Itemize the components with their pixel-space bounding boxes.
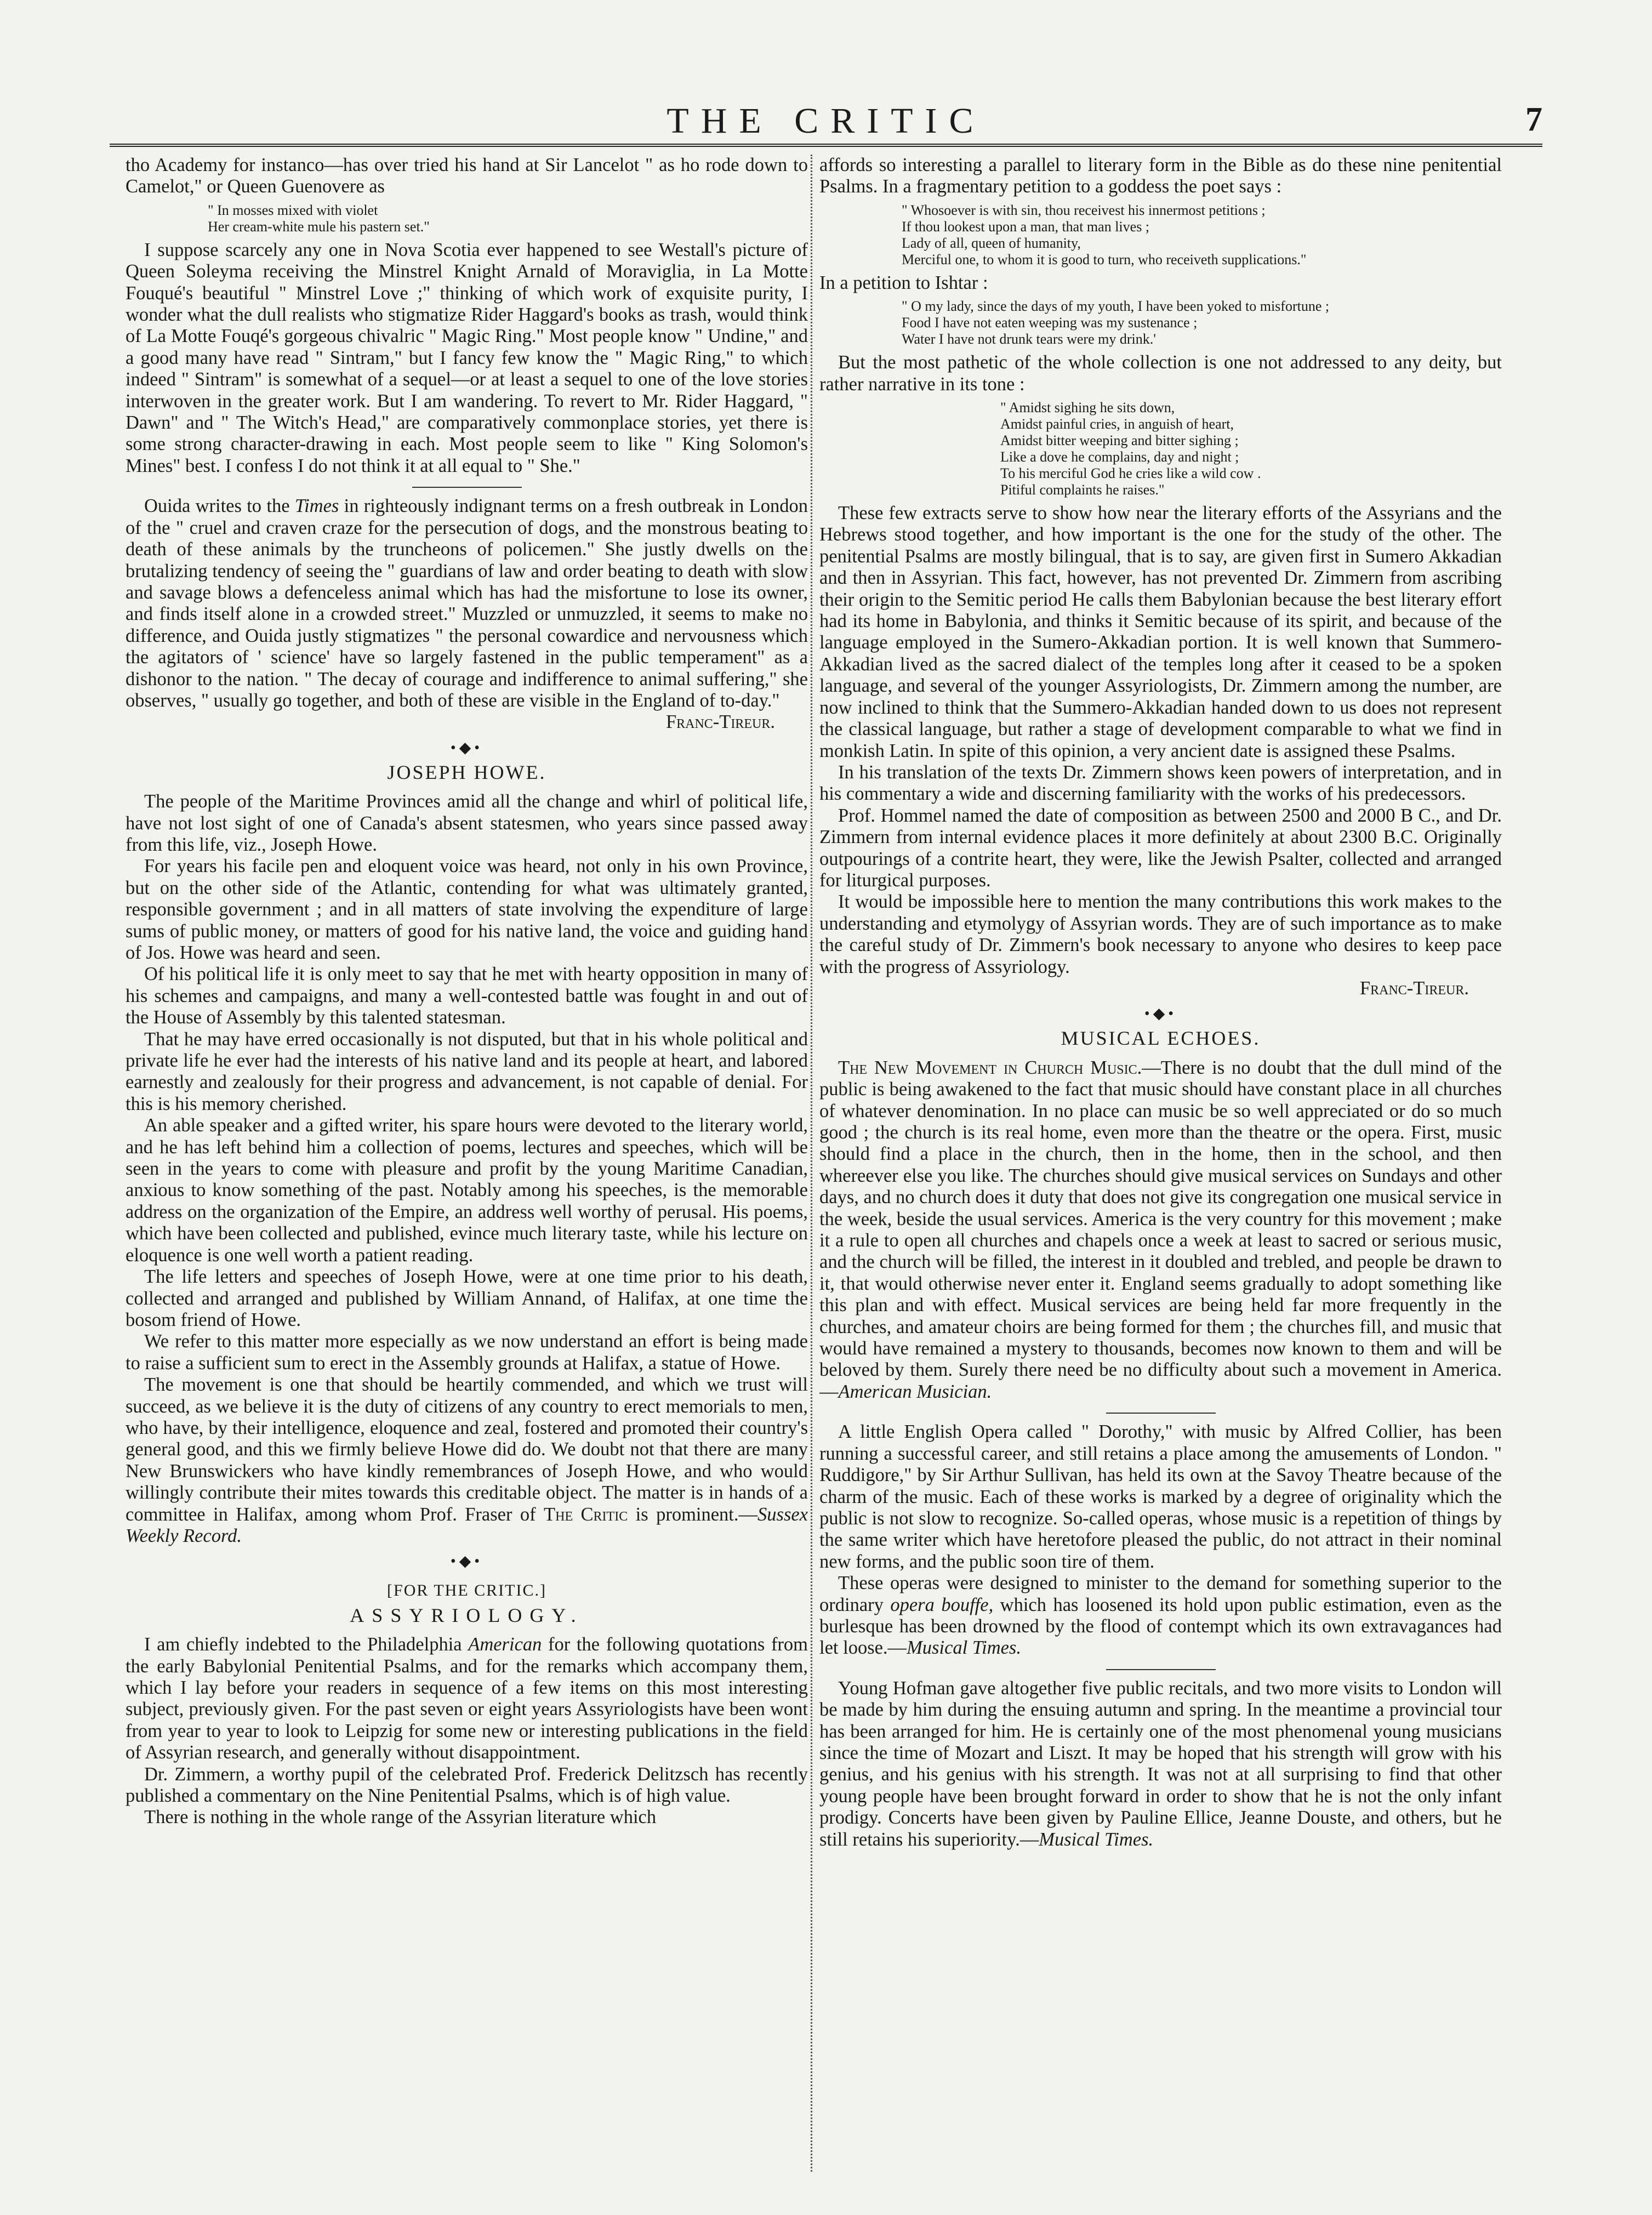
newspaper-title: THE CRITIC	[667, 101, 985, 141]
verse-line: Pitiful complaints he raises."	[1000, 482, 1165, 498]
paragraph: That he may have erred occasionally is not disputed, but that in his whole political and private life he ever had the interests of his native land and its people at heart, and labored earnestly and zealously for their progress and advancement, is not capable of denial. For this is his memory cherished.	[126, 1028, 808, 1114]
paragraph: The people of the Maritime Provinces amid all the change and whirl of political life, have not lost sight of one of Canada's absent statesmen, who years since passed away from this life, viz., Joseph Howe.	[126, 791, 808, 855]
signature: Franc-Tireur.	[1359, 977, 1469, 999]
ornament-divider: •◆•	[450, 1553, 483, 1570]
ornament-divider: •◆•	[1144, 1005, 1177, 1023]
paragraph: I suppose scarcely any one in Nova Scotia ever happened to see Westall's picture of Queen Soleyma receiving the Minstrel Knight Arnald of Moraviglia, in La Motte Fouqué's beautiful " Minstrel Love ;" thinking of which work of exquisite purity, I wonder what the dull realists who stigmatize Rider Haggard's books as trash, would think of La Motte Fouqé's gorgeous chivalric " Magic Ring." Most people know " Undine," and a good many have read " Sintram," but I fancy few know the " Magic Ring," to which indeed " Sintram" is somewhat of a sequel—or at least a sequel to one of the love stories interwoven in the greater work. But I am wandering. To revert to Mr. Rider Haggard, " Dawn" and " The Witch's Head," are comparatively commonplace stories, yet there is some strong character-drawing in each. Most people seem to like " King Solomon's Mines" best. I confess I do not think it at all equal to " She."	[126, 239, 808, 476]
verse-line: Amidst painful cries, in anguish of heart,	[1000, 416, 1234, 432]
masthead	[110, 100, 1542, 144]
paragraph: tho Academy for instanco—has over tried his hand at Sir Lancelot " as ho rode down to Camelot," or Queen Guenovere as	[126, 155, 808, 197]
left-column	[126, 155, 808, 2172]
verse-line: Merciful one, to whom it is good to turn, who receiveth supplications."	[902, 251, 1307, 267]
paragraph: These operas were designed to minister to the demand for something superior to the ordinary opera bouffe, which has loosened its hold upon public estimation, even as the burlesque has been drowned by the flood of contempt which its own extravagances had let loose.—Musical Times.	[819, 1573, 1502, 1659]
paragraph: Dr. Zimmern, a worthy pupil of the celebrated Prof. Frederick Delitzsch has recently published a commentary on the Nine Penitential Psalms, which is of high value.	[126, 1763, 808, 1807]
verse-line: Lady of all, queen of humanity,	[902, 235, 1081, 251]
paragraph: A little English Opera called " Dorothy," with music by Alfred Collier, has been running a successful career, and still retains a place among the amusements of London. " Ruddigore," by Sir Arthur Sullivan, has held its own at the Savoy Theatre because of the charm of the music. Each of these works is marked by a degree of originality which the public is not slow to recognize. So-called operas, whose music is a repetition of things by the same writer which have heretofore pleased the public, do not attract in their nominal new forms, and the public soon tire of them.	[819, 1421, 1502, 1572]
verse-line: Like a dove he complains, day and night ;	[1000, 449, 1239, 465]
ornament-divider: •◆•	[450, 739, 483, 756]
paragraph: The New Movement in Church Music.—There is no doubt that the dull mind of the public is being awakened to the fact that music should have constant place in all churches of whatever denomination. In no place can music be so well appreciated or do so much good ; the church is its real home, even more than the theatre or the opera. First, music should find a place in the church, then in the home, then in the school, and then whereever else you like. The churches should give musical services on Sundays and other days, and no church does it duty that does not give its congregation one musical service in the week, beside the usual services. America is the very country for this movement ; make it a rule to open all churches and chapels once a week at least to sacred or serious music, and the church will be filled, the interest in it doubled and trebled, and people be drawn to it, that would otherwise never enter it. England seems gradually to adopt something like this plan and with effect. Musical services are being held far more frequently in the churches, and amateur choirs are being formed for them ; the churches fill, and music that would have remained a mystery to thousands, becomes now known to them and will be beloved by them. Surely there need be no difficulty about such a movement in America.—American Musician.	[819, 1057, 1502, 1402]
paragraph: Of his political life it is only meet to say that he met with hearty opposition in many of his schemes and campaigns, and many a well-contested battle was fought in and out of the House of Assembly by this talented statesman.	[126, 964, 808, 1028]
paragraph: I am chiefly indebted to the Philadelphia American for the following quotations from the early Babylonial Penitential Psalms, and for the remarks which accompany them, which I lay before your readers in sequence of a few items on this most interesting subject, previously given. For the past seven or eight years Assyriologists have been wont from year to year to look to Leipzig for some new or interesting publications in the field of Assyrian research, and generally without disappointment.	[126, 1634, 808, 1763]
verse-line: " Whosoever is with sin, thou receivest his innermost petitions ;	[902, 202, 1266, 218]
paragraph: It would be impossible here to mention the many contributions this work makes to the understanding and etymolygy of Assyrian words. They are of such importance as to make the careful study of Dr. Zimmern's book necessary to anyone who desires to keep pace with the progress of Assyriology.	[819, 891, 1502, 977]
paragraph: Young Hofman gave altogether five public recitals, and two more visits to London will be made by him during the ensuing autumn and spring. In the meantime a provincial tour has been arranged for him. He is certainly one of the most phenomenal young musicians since the time of Mozart and Liszt. It may be hoped that his strength will grow with his genius, and his genius with his strength. It was not at all surprising to find that other young people have been brought forward in order to show that he is not the only infant prodigy. Concerts have been given by Pauline Ellice, Jeanne Douste, and others, but he still retains his superiority.—Musical Times.	[819, 1677, 1502, 1850]
verse-quote	[902, 202, 1502, 268]
verse-line: Amidst bitter weeping and bitter sighing ;	[1000, 432, 1239, 449]
paragraph: In his translation of the texts Dr. Zimmern shows keen powers of interpretation, and in his commentary a wide and discerning familiarity with the works of his predecessors.	[819, 761, 1502, 805]
verse-line: Food I have not eaten weeping was my sustenance ;	[902, 315, 1198, 331]
masthead-rule	[110, 144, 1542, 147]
paragraph: Prof. Hommel named the date of composition as between 2500 and 2000 B C., and Dr. Zimmern from internal evidence places it more definitely at about 2300 B.C. Originally outpourings of a contrite heart, they were, like the Jewish Psalter, collected and arranged for liturgical purposes.	[819, 805, 1502, 891]
paragraph: For years his facile pen and eloquent voice was heard, not only in his own Province, but on the other side of the Atlantic, contending for what was ultimately granted, responsible government ; and in all matters of state involving the expenditure of large sums of public money, or matters of good for his native land, the voice and guiding hand of Jos. Howe was heard and seen.	[126, 856, 808, 963]
paragraph: There is nothing in the whole range of the Assyrian literature which	[144, 1807, 657, 1828]
section-heading: MUSICAL ECHOES.	[1061, 1027, 1261, 1050]
paragraph: affords so interesting a parallel to literary form in the Bible as do these nine penitential Psalms. In a fragmentary petition to a goddess the poet says :	[819, 155, 1502, 197]
column-divider	[811, 155, 812, 2172]
section-rule	[412, 487, 522, 488]
verse-line: " O my lady, since the days of my youth, I have been yoked to misfortune ;	[902, 298, 1330, 315]
paragraph: Ouida writes to the Times in righteously indignant terms on a fresh outbreak in London of the " cruel and craven craze for the persecution of dogs, and the monstrous beating to death of these animals by the truncheons of policemen." She justly dwells on the brutalizing tendency of seeing the " guardians of law and order beating to death with slow and savage blows a defenceless animal which has had the misfortune to lose its owner, and finds itself alone in a crowded street." Muzzled or unmuzzled, it seems to make no difference, and Ouida justly stigmatizes " the personal cowardice and nervousness which the agitators of ' science' have so largely fastened in the public temperament" as a dishonor to the nation. " The decay of courage and indifference to animal suffering," she observes, " usually go together, and both of these are visible in the England of to-day."	[126, 496, 808, 711]
verse-line: To his merciful God he cries like a wild cow .	[1000, 465, 1261, 482]
page-number: 7	[1525, 101, 1542, 138]
paragraph: The movement is one that should be heartily commended, and which we trust will succeed, as we believe it is the duty of citizens of any country to erect memorials to men, who have, by their intelligence, eloquence and zeal, fostered and promoted their country's general good, and this we firmly believe Howe did do. We doubt not that there are many New Brunswickers who have kindly remembrances of Joseph Howe, and who would willingly contribute their mites towards this creditable object. The matter is in hands of a committee in Halifax, among whom Prof. Fraser of The Critic is prominent.—Sussex Weekly Record.	[126, 1374, 808, 1546]
verse-quote	[1000, 400, 1502, 498]
verse-line: Water I have not drunk tears were my drink.'	[902, 331, 1156, 348]
verse-line: Her cream-white mule his pastern set."	[208, 218, 430, 235]
right-column	[819, 155, 1502, 2172]
section-rule	[1106, 1669, 1216, 1670]
paragraph: We refer to this matter more especially as we now understand an effort is being made to raise a sufficient sum to erect in the Assembly grounds at Halifax, a statue of Howe.	[126, 1331, 808, 1374]
paragraph: An able speaker and a gifted writer, his spare hours were devoted to the literary world, and he has left behind him a collection of poems, lectures and speeches, which will be seen in the years to come with pleasure and profit by the young Maritime Canadian, anxious to know something of the past. Notably among his speeches, is the memorable address on the organization of the Empire, an address well worthy of perusal. His poems, which have been collected and published, evince much literary taste, while his lecture on eloquence is one well worth a patient reading.	[126, 1115, 808, 1266]
section-heading: JOSEPH HOWE.	[387, 761, 546, 783]
byline-bracket: [FOR THE CRITIC.]	[387, 1581, 546, 1600]
paragraph: In a petition to Ishtar :	[819, 272, 988, 293]
section-rule	[1106, 1413, 1216, 1414]
section-heading: ASSYRIOLOGY.	[350, 1604, 584, 1626]
signature: Franc-Tireur.	[665, 711, 775, 733]
verse-line: If thou lookest upon a man, that man lives ;	[902, 218, 1150, 235]
verse-line: " Amidst sighing he sits down,	[1000, 400, 1175, 416]
paragraph: The life letters and speeches of Joseph Howe, were at one time prior to his death, collected and arranged and published by William Annand, of Halifax, at one time the bosom friend of Howe.	[126, 1266, 808, 1330]
verse-quote	[902, 298, 1502, 348]
paragraph: But the most pathetic of the whole collection is one not addressed to any deity, but rather narrative in its tone :	[819, 352, 1502, 395]
verse-quote	[208, 202, 808, 235]
paragraph: These few extracts serve to show how near the literary efforts of the Assyrians and the Hebrews stood together, and how important is the one for the study of the other. The penitential Psalms are mostly bilingual, that is to say, are given first in Sumero Akkadian and then in Assyrian. This fact, however, has not prevented Dr. Zimmern from ascribing their origin to the Semitic period He calls them Babylonian because the best literary effort had its home in Babylonia, and thinks it Semitic because of its spirit, and because of the language employed in the Sumero-Akkadian portion. It is well known that Summero-Akkadian lived as the sacred dialect of the temples long after it ceased to be a spoken language, and several of the younger Assyriologists, Dr. Zimmern among the number, are now inclined to think that the Summero-Akkadian handed down to us does not represent the classical language, but rather a stage of development comparable to what we find in monkish Latin. In spite of this opinion, a very ancient date is assigned these Psalms.	[819, 503, 1502, 761]
verse-line: " In mosses mixed with violet	[208, 202, 378, 218]
